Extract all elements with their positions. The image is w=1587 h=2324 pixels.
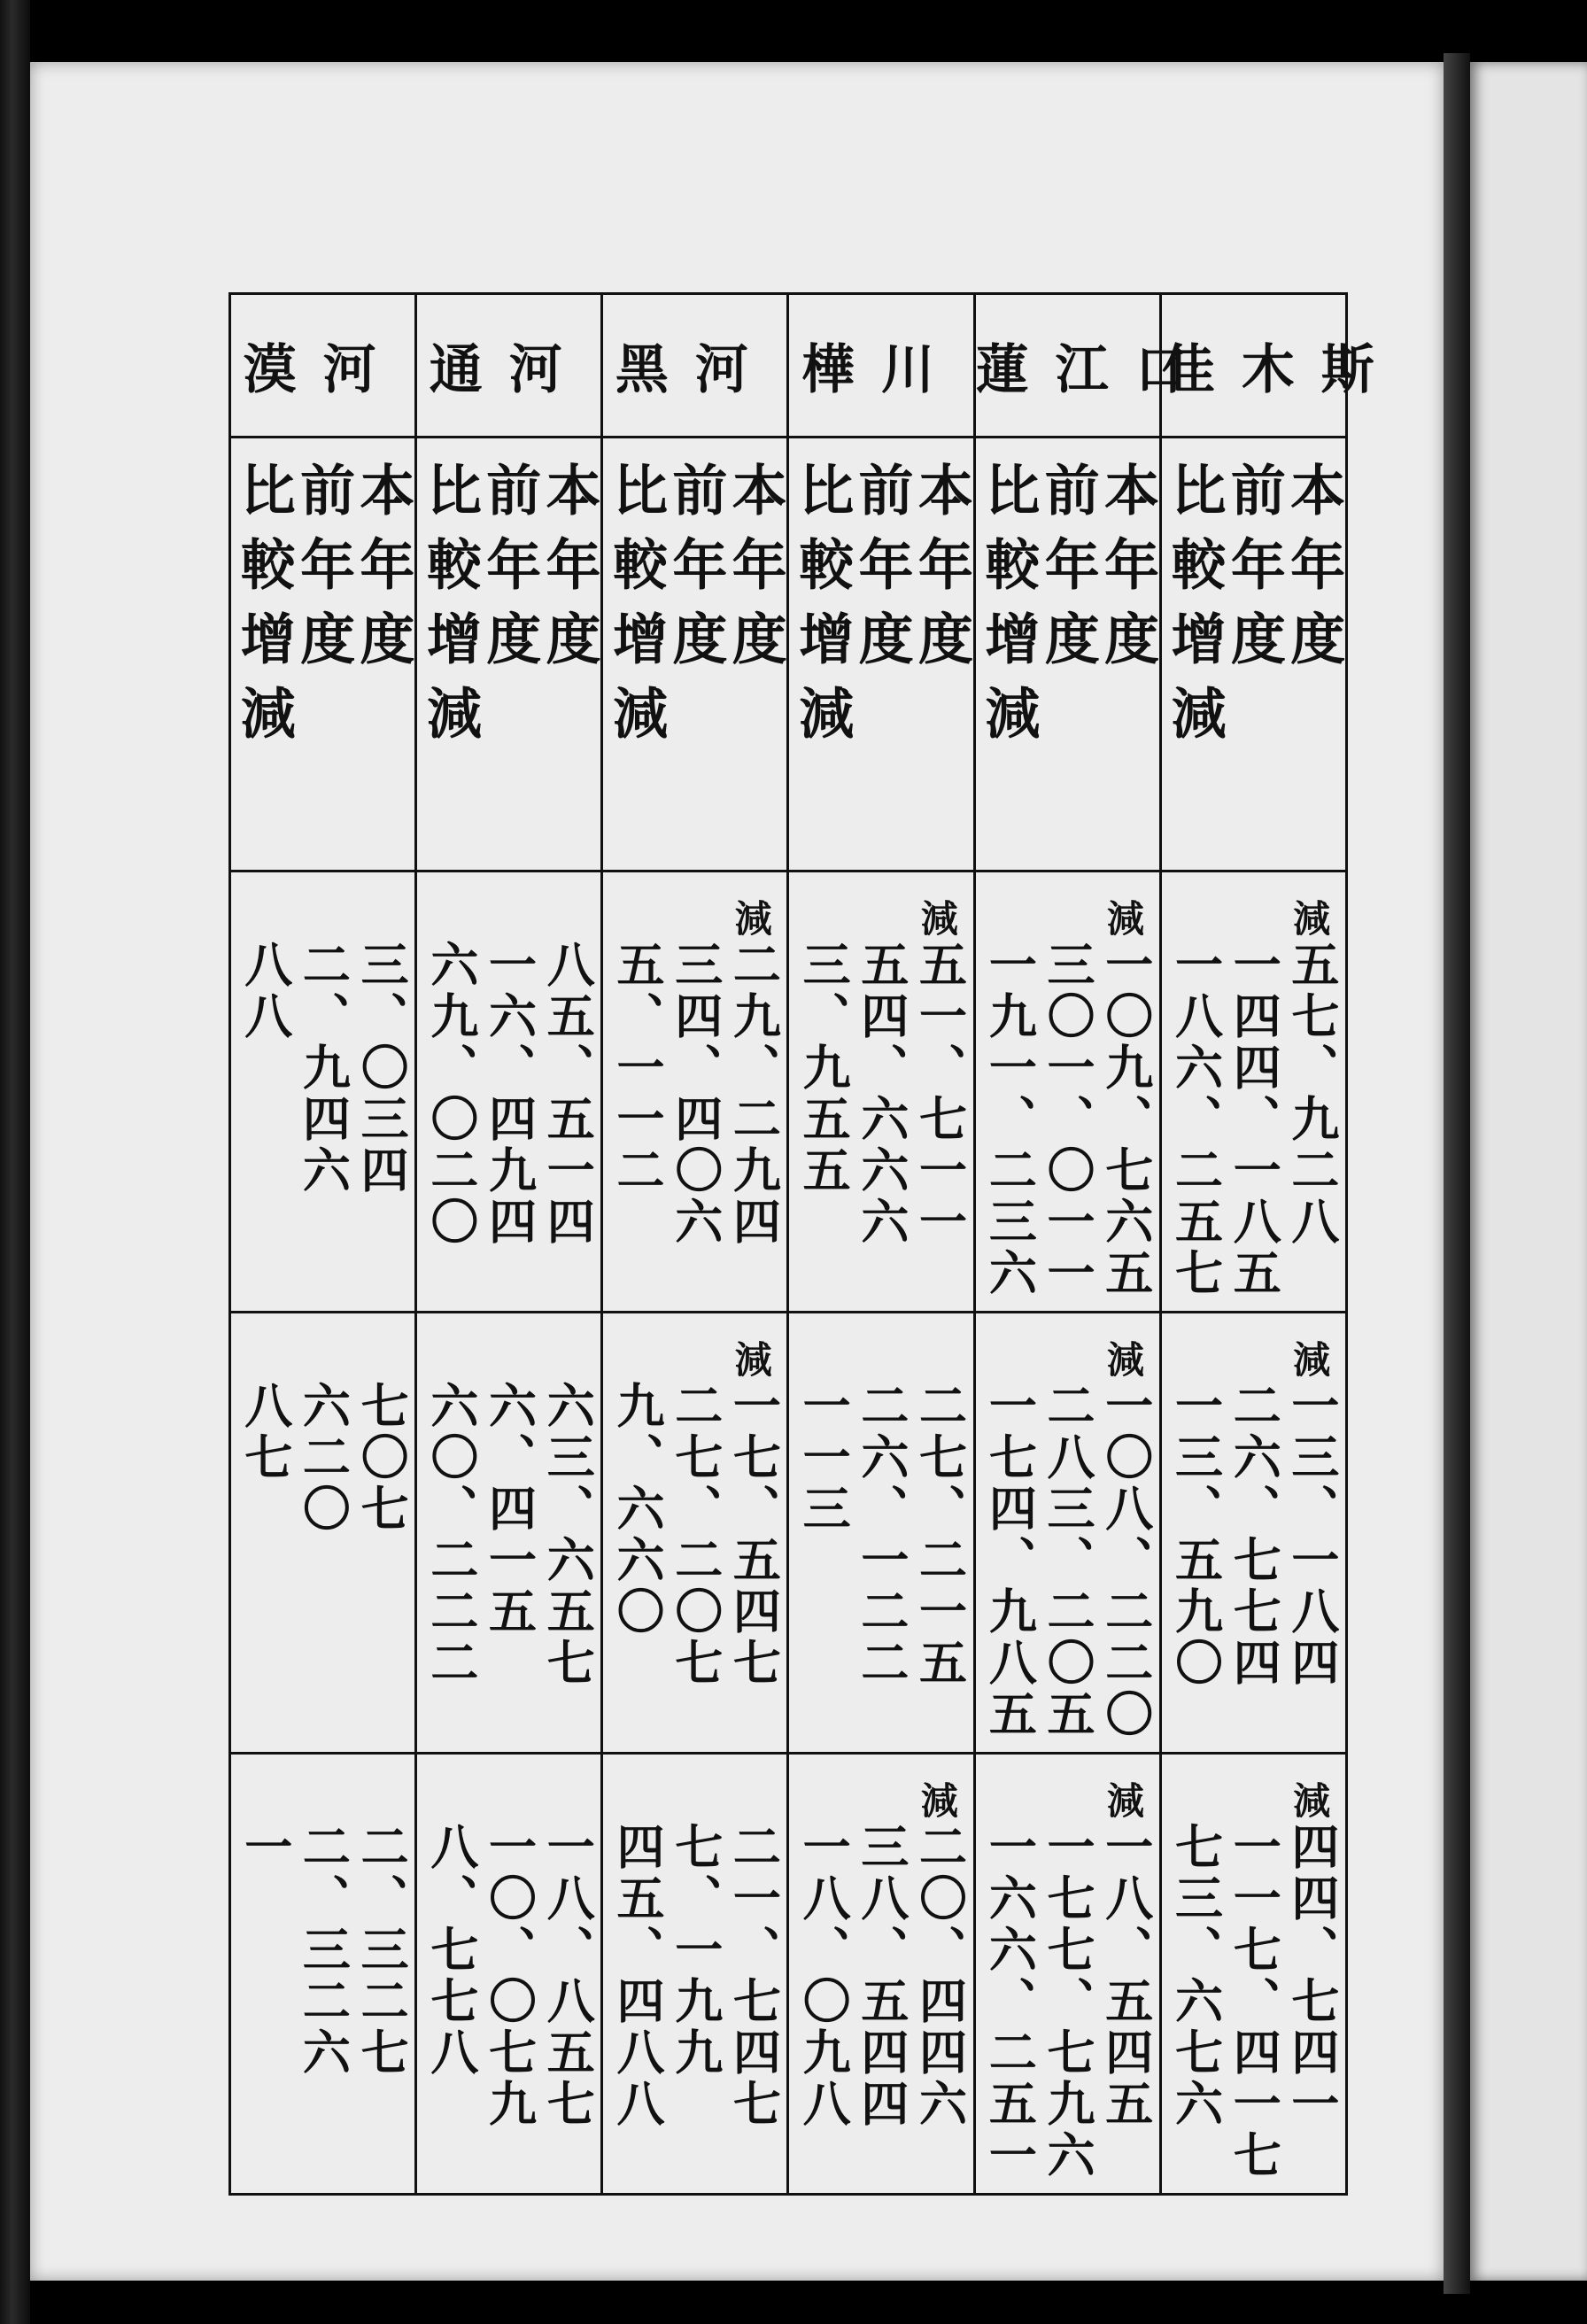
row-label: 本年度	[1281, 461, 1346, 685]
data-cell	[602, 872, 788, 1313]
district-name: 蓮江口	[975, 338, 1215, 401]
numeric-value: 三、九五五	[795, 940, 853, 1197]
district-name-cell	[788, 294, 974, 438]
numeric-value: 七、一九九	[667, 1822, 724, 2079]
decrease-marker: 減	[734, 1338, 772, 1382]
numeric-value: 一八、八五七	[539, 1822, 597, 2130]
row-label: 比較增減	[603, 461, 669, 759]
row-label: 前年度	[662, 461, 728, 685]
numeric-value: 六三、六五七	[539, 1381, 597, 1689]
numeric-value: 一八、五四五	[1097, 1822, 1155, 2130]
district-name-cell	[416, 294, 602, 438]
row-labels-cell	[602, 438, 788, 872]
numeric-value: 七〇七	[353, 1381, 411, 1535]
data-cell	[602, 1754, 788, 2195]
numeric-value: 一八、〇九八	[795, 1822, 853, 2130]
row-label: 比較增減	[975, 461, 1041, 759]
district-name-cell	[230, 294, 416, 438]
numeric-value: 五、一一二	[609, 940, 666, 1197]
data-cell	[230, 1313, 416, 1754]
row-label: 本年度	[537, 461, 601, 685]
numeric-value: 二六、七七四	[1226, 1381, 1283, 1689]
row-labels-cell	[416, 438, 602, 872]
district-name: 黑河	[615, 338, 775, 401]
numeric-value: 四五、四八八	[609, 1822, 666, 2130]
data-cell	[1160, 1313, 1346, 1754]
numeric-value: 二、三二七	[353, 1822, 411, 2079]
numeric-value: 五七、九二八	[1283, 940, 1341, 1248]
decrease-marker: 減	[734, 897, 772, 941]
decrease-marker: 減	[920, 1779, 958, 1823]
numeric-value: 五四、六六六	[853, 940, 910, 1248]
numeric-value: 三、〇三四	[353, 940, 411, 1197]
row-label: 本年度	[1095, 461, 1160, 685]
data-cell	[1160, 872, 1346, 1313]
page-gutter	[1444, 53, 1470, 2294]
numeric-value: 一八六、二五七	[1167, 940, 1225, 1299]
row-label: 比較增減	[231, 461, 297, 759]
data-cell	[788, 1754, 974, 2195]
row-labels-cell	[1160, 438, 1346, 872]
data-row	[230, 1754, 1347, 2195]
decrease-marker: 減	[1106, 1779, 1144, 1823]
data-cell	[230, 1754, 416, 2195]
data-cell	[602, 1313, 788, 1754]
district-name-cell	[602, 294, 788, 438]
numeric-value: 一六六、二五一	[981, 1822, 1039, 2181]
row-labels-cell	[230, 438, 416, 872]
adjacent-page-edge	[1470, 62, 1587, 2281]
decrease-marker: 減	[1293, 1338, 1331, 1382]
numeric-value: 一七、五四七	[725, 1381, 783, 1689]
row-label: 前年度	[849, 461, 915, 685]
numeric-value: 一〇八、二二〇	[1097, 1381, 1155, 1740]
row-label: 前年度	[1035, 461, 1101, 685]
numeric-value: 八八	[236, 940, 294, 1042]
district-name: 漠河	[243, 338, 403, 401]
row-label: 本年度	[909, 461, 974, 685]
numeric-value: 一一七、四一七	[1226, 1822, 1283, 2181]
numeric-value: 一一三	[795, 1381, 853, 1535]
numeric-value: 五一、七一一	[911, 940, 969, 1248]
data-cell	[1160, 1754, 1346, 2195]
district-name-cell	[1160, 294, 1401, 438]
numeric-value: 二六、一二二	[853, 1381, 910, 1689]
row-labels-cell	[974, 438, 1160, 872]
numeric-value: 六九、〇二〇	[422, 940, 480, 1248]
numeric-value: 一六、四九四	[481, 940, 538, 1248]
book-binding	[0, 0, 30, 2324]
district-name-row	[230, 294, 1347, 438]
data-cell	[788, 1313, 974, 1754]
data-row	[230, 1313, 1347, 1754]
numeric-value: 二八三、二〇五	[1040, 1381, 1096, 1740]
numeric-value: 三四、四〇六	[667, 940, 724, 1248]
district-name: 通河	[429, 338, 589, 401]
data-cell	[788, 872, 974, 1313]
decrease-marker: 減	[1106, 1338, 1144, 1382]
numeric-value: 一〇九、七六五	[1097, 940, 1155, 1299]
data-row	[230, 872, 1347, 1313]
decrease-marker: 減	[1106, 897, 1144, 941]
numeric-value: 四四、七四一	[1283, 1822, 1341, 2130]
row-label: 前年度	[290, 461, 356, 685]
numeric-value: 一九一、二三六	[981, 940, 1039, 1299]
numeric-value: 六二〇	[295, 1381, 352, 1535]
statistics-table	[228, 292, 1401, 2196]
numeric-value: 三八、五四四	[853, 1822, 910, 2130]
numeric-value: 一三、一八四	[1283, 1381, 1341, 1689]
district-name: 佳木斯	[1161, 338, 1401, 401]
numeric-value: 八七	[236, 1381, 294, 1483]
numeric-value: 一四四、一八五	[1226, 940, 1283, 1299]
numeric-value: 一七四、九八五	[981, 1381, 1039, 1740]
numeric-value: 八五、五一四	[539, 940, 597, 1248]
decrease-marker: 減	[1293, 1779, 1331, 1823]
numeric-value: 九、六六〇	[609, 1381, 666, 1638]
row-label: 比較增減	[789, 461, 855, 759]
numeric-value: 二、九四六	[295, 940, 352, 1197]
numeric-value: 二七、二一五	[911, 1381, 969, 1689]
numeric-value: 二一、七四七	[725, 1822, 783, 2130]
numeric-value: 二、三二六	[295, 1822, 352, 2079]
numeric-value: 六〇、二二二	[422, 1381, 480, 1689]
district-name-cell	[974, 294, 1215, 438]
numeric-value: 二九、二九四	[725, 940, 783, 1248]
data-cell	[230, 872, 416, 1313]
data-cell	[416, 872, 602, 1313]
numeric-value: 一	[236, 1822, 294, 1873]
row-labels-cell	[788, 438, 974, 872]
numeric-value: 八、七七八	[422, 1822, 480, 2079]
decrease-marker: 減	[1293, 897, 1331, 941]
row-label-row	[230, 438, 1347, 872]
numeric-value: 一七七、七九六	[1040, 1822, 1096, 2181]
numeric-value: 七三、六七六	[1167, 1822, 1225, 2130]
numeric-value: 一三、五九〇	[1167, 1381, 1225, 1689]
numeric-value: 一〇、〇七九	[481, 1822, 538, 2130]
row-label: 本年度	[723, 461, 788, 685]
data-cell	[416, 1313, 602, 1754]
data-cell	[974, 1754, 1160, 2195]
row-label: 前年度	[476, 461, 542, 685]
row-label: 比較增減	[1162, 461, 1227, 759]
data-cell	[974, 872, 1160, 1313]
data-cell	[416, 1754, 602, 2195]
numeric-value: 二七、二〇七	[667, 1381, 724, 1689]
row-label: 前年度	[1221, 461, 1287, 685]
numeric-value: 三〇一、〇一一	[1040, 940, 1096, 1299]
decrease-marker: 減	[920, 897, 958, 941]
row-label: 本年度	[350, 461, 415, 685]
district-name: 樺川	[801, 338, 962, 401]
row-label: 比較增減	[417, 461, 483, 759]
data-cell	[974, 1313, 1160, 1754]
numeric-value: 二〇、四四六	[911, 1822, 969, 2130]
numeric-value: 六、四一五	[481, 1381, 538, 1638]
